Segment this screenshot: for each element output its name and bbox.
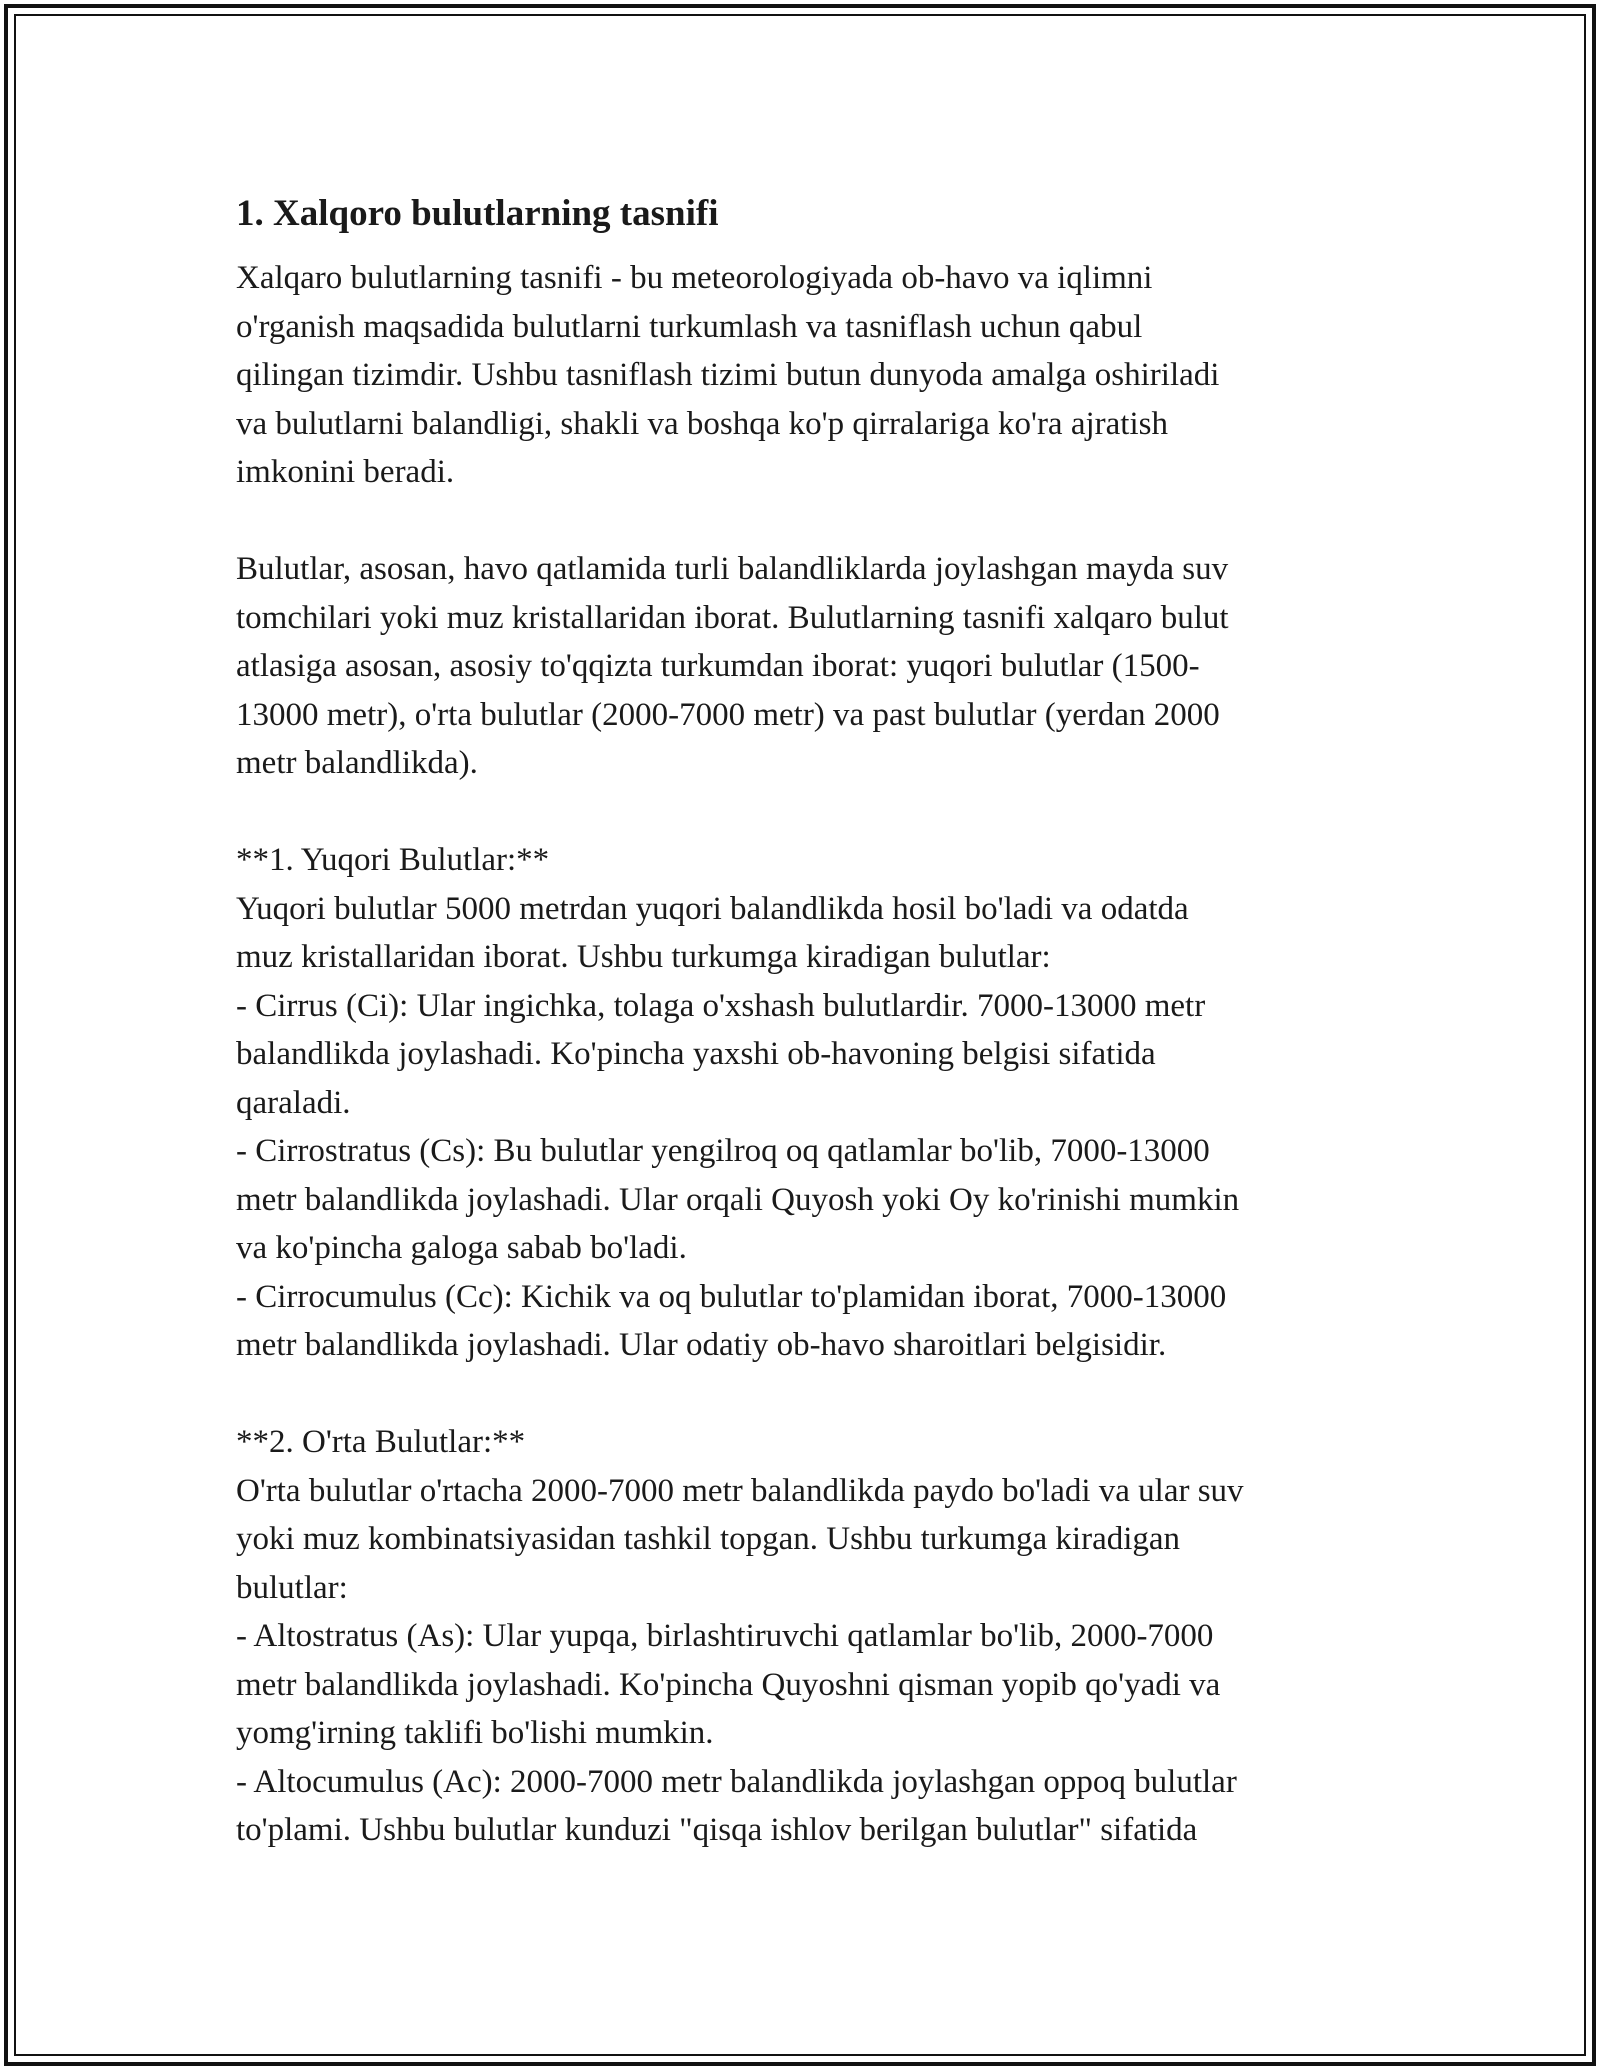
text-line: Bulutlar, asosan, havo qatlamida turli balandliklarda joylashgan mayda suv (236, 551, 1229, 587)
text-line: O'rta bulutlar o'rtacha 2000-7000 metr balandlikda paydo bo'ladi va ular suv (236, 1472, 1244, 1509)
text-line: Yuqori bulutlar 5000 metrdan yuqori balandlikda hosil bo'ladi va odatda (236, 890, 1189, 927)
list-item: - Altostratus (As): Ular yupqa, birlashtiruvchi qatlamlar bo'lib, 2000-7000 (236, 1618, 1214, 1654)
text-line: bulutlar: (236, 1569, 348, 1606)
list-item: - Altocumulus (Ac): 2000-7000 metr balandlikda joylashgan oppoq bulutlar (236, 1763, 1237, 1800)
text-line: muz kristallaridan iborat. Ushbu turkumga kiradigan bulutlar: (236, 939, 1051, 975)
document-body (236, 182, 1366, 1903)
list-item: - Cirrocumulus (Cc): Kichik va oq bulutlar to'plamidan iborat, 7000-13000 (236, 1278, 1227, 1315)
document-title: 1. Xalqoro bulutlarning tasnifi (236, 193, 719, 234)
section-middle-clouds (236, 1418, 1366, 1855)
list-item: - Cirrostratus (Cs): Bu bulutlar yengilroq oq qatlamlar bo'lib, 7000-13000 (236, 1133, 1210, 1169)
text-line: to'plami. Ushbu bulutlar kunduzi "qisqa ishlov berilgan bulutlar" sifatida (236, 1812, 1198, 1848)
paragraph-intro (236, 254, 1366, 497)
text-line: yomg'irning taklifi bo'lishi mumkin. (236, 1715, 714, 1751)
text-line: metr balandlikda joylashadi. Ular orqali Quyosh yoki Oy ko'rinishi mumkin (236, 1181, 1240, 1218)
text-line: yoki muz kombinatsiyasidan tashkil topgan. Ushbu turkumga kiradigan (236, 1521, 1181, 1557)
text-line: tomchilari yoki muz kristallaridan iborat. Bulutlarning tasnifi xalqaro bulut (236, 599, 1229, 636)
text-line: metr balandlikda joylashadi. Ko'pincha Quyoshni qisman yopib qo'yadi va (236, 1666, 1221, 1703)
text-line: Xalqaro bulutlarning tasnifi - bu meteorologiyada ob-havo va iqlimni (236, 260, 1153, 296)
text-line: va ko'pincha galoga sabab bo'ladi. (236, 1230, 687, 1266)
text-line: metr balandlikda). (236, 745, 478, 781)
text-line: imkonini beradi. (236, 454, 455, 490)
text-line: metr balandlikda joylashadi. Ular odatiy ob-havo sharoitlari belgisidir. (236, 1327, 1167, 1363)
section-heading: **1. Yuqori Bulutlar:** (236, 842, 550, 878)
text-line: qaraladi. (236, 1084, 351, 1121)
paragraph-cloud-composition (236, 545, 1366, 788)
text-line: o'rganish maqsadida bulutlarni turkumlash va tasniflash uchun qabul (236, 308, 1143, 345)
section-heading: **2. O'rta Bulutlar:** (236, 1424, 526, 1460)
text-line: qilingan tizimdir. Ushbu tasniflash tizimi butun dunyoda amalga oshiriladi (236, 357, 1220, 393)
text-line: va bulutlarni balandligi, shakli va boshqa ko'p qirralariga ko'ra ajratish (236, 405, 1168, 442)
text-line: balandlikda joylashadi. Ko'pincha yaxshi ob-havoning belgisi sifatida (236, 1036, 1156, 1072)
list-item: - Cirrus (Ci): Ular ingichka, tolaga o'xshash bulutlardir. 7000-13000 metr (236, 987, 1206, 1024)
text-line: 13000 metr), o'rta bulutlar (2000-7000 metr) va past bulutlar (yerdan 2000 (236, 696, 1220, 733)
section-high-clouds (236, 836, 1366, 1370)
text-line: atlasiga asosan, asosiy to'qqizta turkumdan iborat: yuqori bulutlar (1500- (236, 648, 1200, 684)
